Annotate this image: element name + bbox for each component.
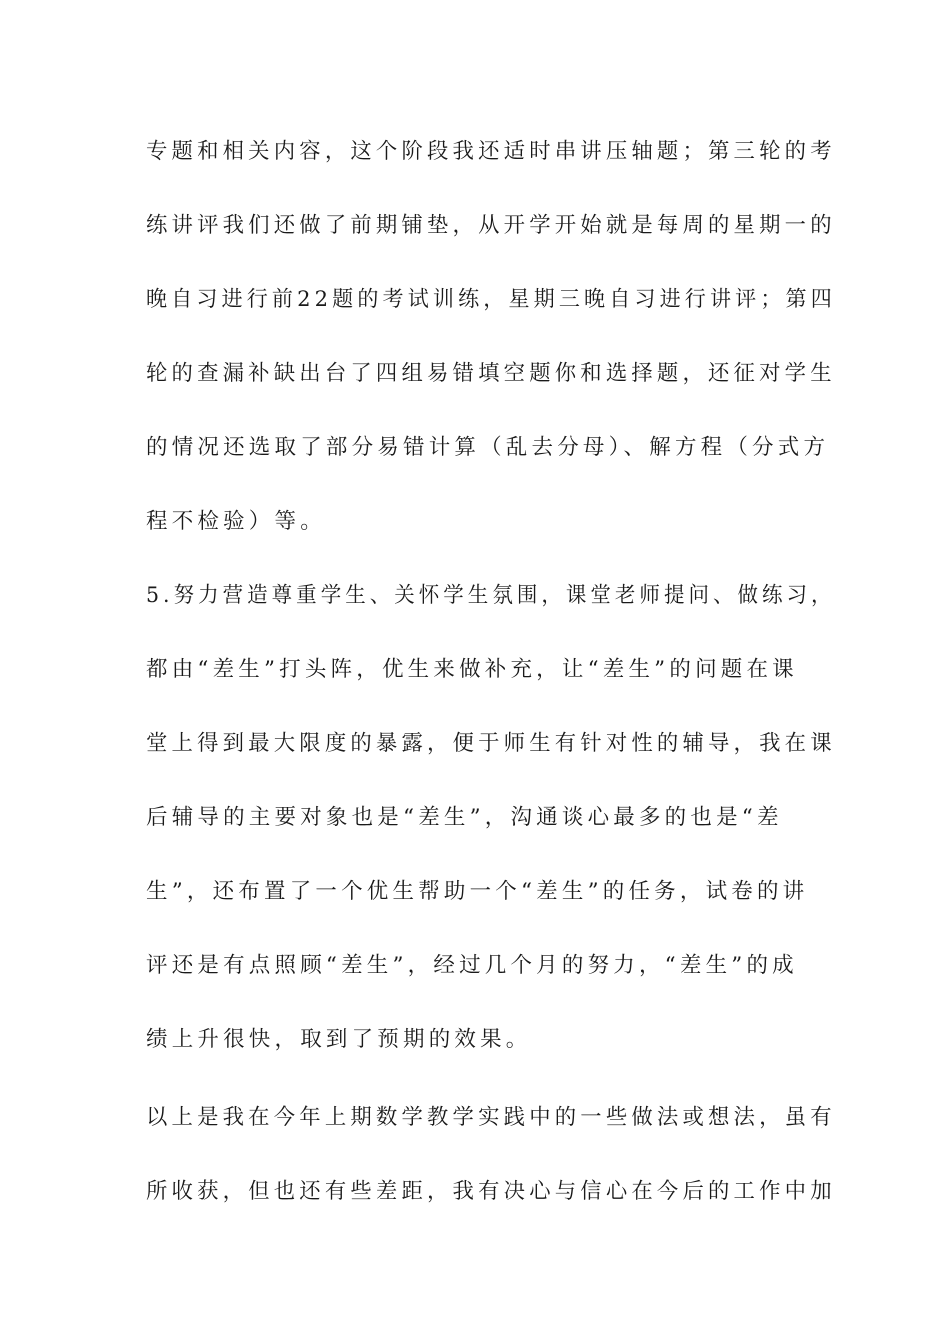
text-line: 以上是我在今年上期数学教学实践中的一些做法或想法，虽有 — [146, 1105, 836, 1130]
text-line: 后辅导的主要对象也是“差生”，沟通谈心最多的也是“差 — [146, 805, 783, 830]
text-line: 轮的查漏补缺出台了四组易错填空题你和选择题，还征对学生 — [146, 361, 836, 386]
text-line: 堂上得到最大限度的暴露，便于师生有针对性的辅导，我在课 — [146, 731, 836, 756]
text-line: 5.努力营造尊重学生、关怀学生氛围，课堂老师提问、做练习， — [146, 583, 836, 608]
text-line: 程不检验）等。 — [146, 509, 326, 534]
text-line: 都由“差生”打头阵，优生来做补充，让“差生”的问题在课 — [146, 657, 798, 682]
text-line: 的情况还选取了部分易错计算（乱去分母）、解方程（分式方 — [146, 435, 830, 460]
text-line: 晚自习进行前22题的考试训练，星期三晚自习进行讲评；第四 — [146, 287, 836, 312]
text-line: 练讲评我们还做了前期铺垫，从开学开始就是每周的星期一的 — [146, 213, 836, 238]
text-line: 生”，还布置了一个优生帮助一个“差生”的任务，试卷的讲 — [146, 879, 809, 904]
text-line: 专题和相关内容，这个阶段我还适时串讲压轴题；第三轮的考 — [146, 139, 836, 164]
text-line: 所收获，但也还有些差距，我有决心与信心在今后的工作中加 — [146, 1179, 836, 1204]
text-line: 评还是有点照顾“差生”，经过几个月的努力，“差生”的成 — [146, 953, 798, 978]
text-line: 绩上升很快，取到了预期的效果。 — [146, 1027, 532, 1052]
